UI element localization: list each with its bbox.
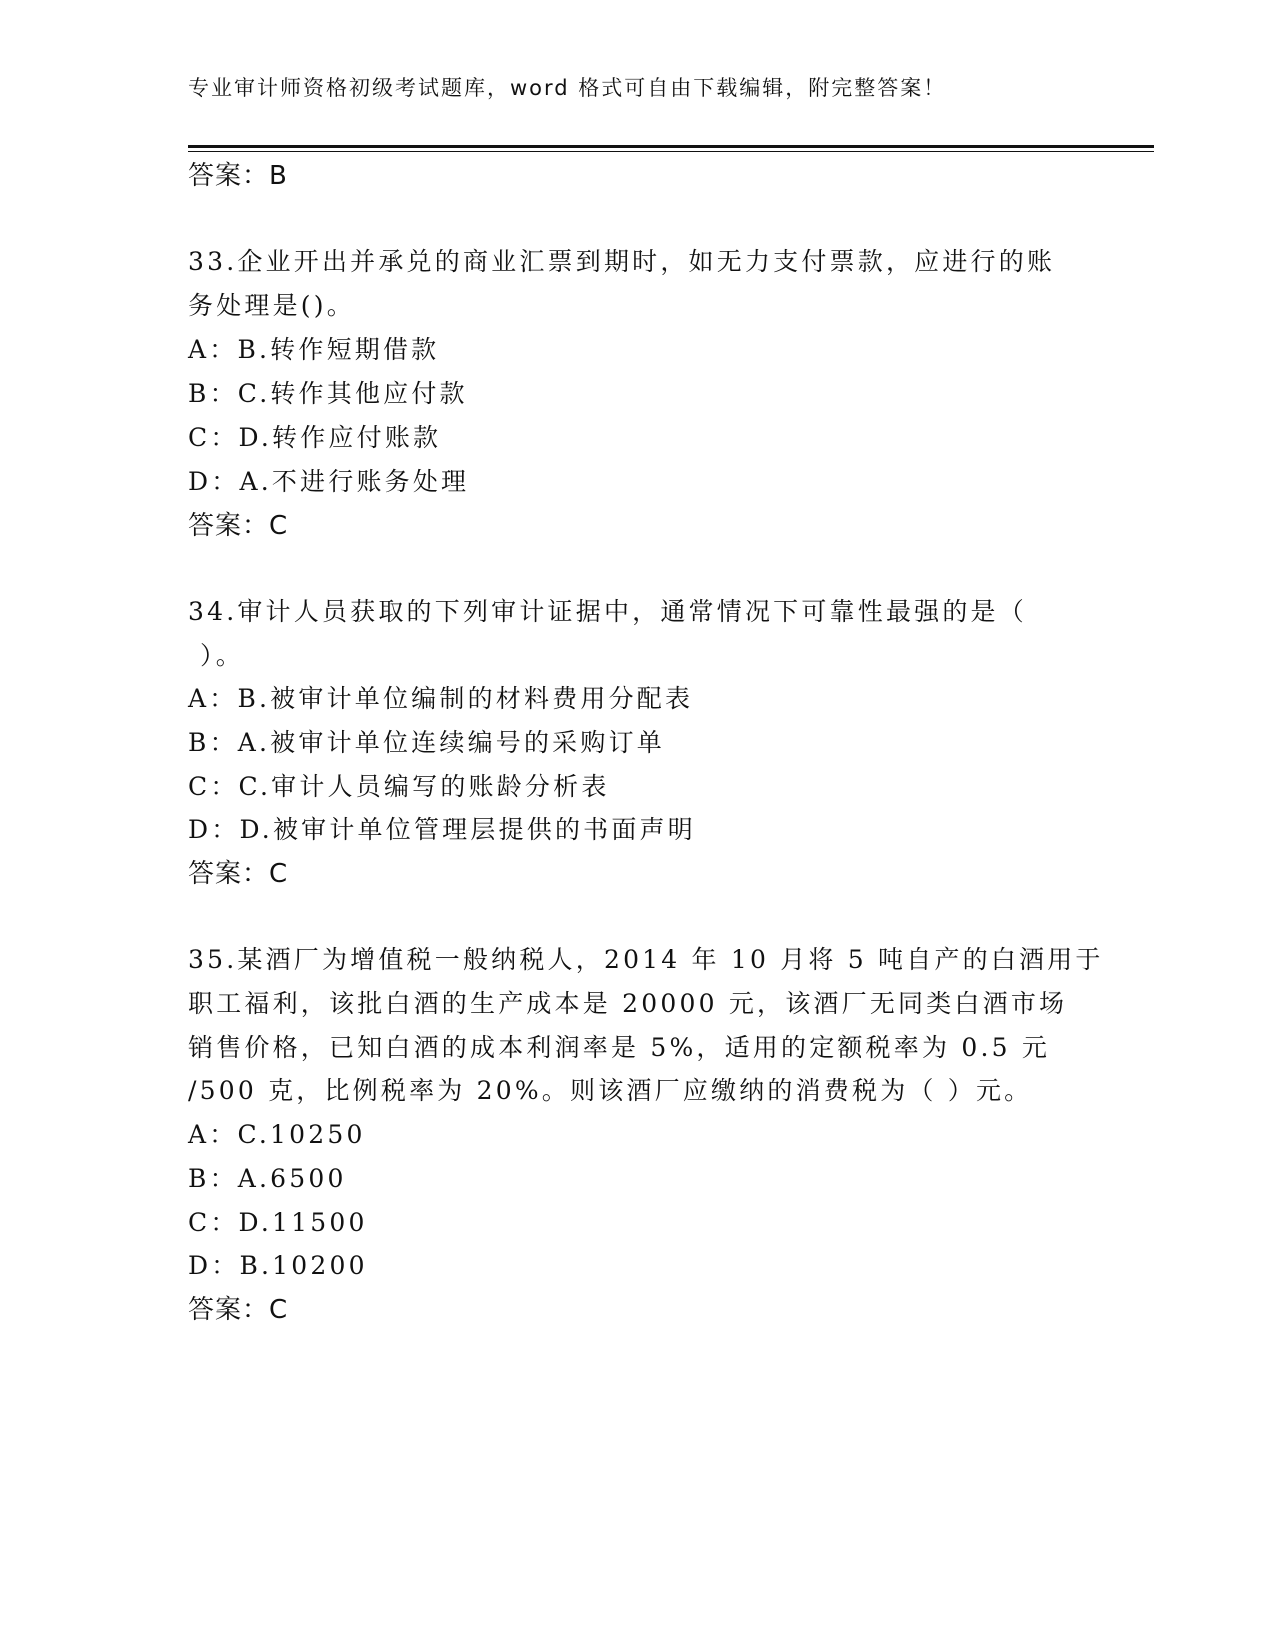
- question-35-stem-line-4: /500 克，比例税率为 20%。则该酒厂应缴纳的消费税为（ ）元。: [188, 1076, 1033, 1105]
- question-34-answer: 答案：C: [188, 859, 289, 889]
- question-33-answer: 答案：C: [188, 511, 289, 541]
- question-34-option-a: A：B.被审计单位编制的材料费用分配表: [188, 684, 694, 713]
- question-33-option-a: A：B.转作短期借款: [188, 335, 440, 364]
- question-35-stem-line-1: 35.某酒厂为增值税一般纳税人，2014 年 10 月将 5 吨自产的白酒用于: [188, 945, 1104, 974]
- question-35-option-a: A：C.10250: [188, 1120, 366, 1149]
- question-33-option-b: B：C.转作其他应付款: [188, 379, 468, 408]
- question-34-option-d: D：D.被审计单位管理层提供的书面声明: [188, 815, 696, 844]
- question-35-option-b: B：A.6500: [188, 1164, 347, 1193]
- question-33-option-c: C：D.转作应付账款: [188, 423, 442, 452]
- question-33-option-d: D：A.不进行账务处理: [188, 467, 470, 496]
- question-35-answer: 答案：C: [188, 1295, 289, 1325]
- question-33-stem-line-2: 务处理是()。: [188, 291, 355, 320]
- header-rule-thick: [188, 145, 1154, 148]
- question-34-stem-line-1: 34.审计人员获取的下列审计证据中，通常情况下可靠性最强的是（: [188, 597, 1027, 626]
- question-34-stem-line-2: ）。: [200, 641, 244, 670]
- question-35-stem-line-2: 职工福利，该批白酒的生产成本是 20000 元，该酒厂无同类白酒市场: [188, 989, 1068, 1018]
- question-34-option-b: B：A.被审计单位连续编号的采购订单: [188, 728, 665, 757]
- question-34-option-c: C：C.审计人员编写的账龄分析表: [188, 772, 610, 801]
- question-35-stem-line-3: 销售价格，已知白酒的成本利润率是 5%，适用的定额税率为 0.5 元: [188, 1033, 1051, 1062]
- page-header: 专业审计师资格初级考试题库，word 格式可自由下载编辑，附完整答案！: [188, 76, 947, 100]
- question-33-stem-line-1: 33.企业开出并承兑的商业汇票到期时，如无力支付票款，应进行的账: [188, 247, 1056, 276]
- question-35-option-c: C：D.11500: [188, 1208, 368, 1237]
- previous-answer: 答案：B: [188, 161, 288, 191]
- question-35-option-d: D：B.10200: [188, 1251, 368, 1280]
- header-rule-thin: [188, 151, 1154, 152]
